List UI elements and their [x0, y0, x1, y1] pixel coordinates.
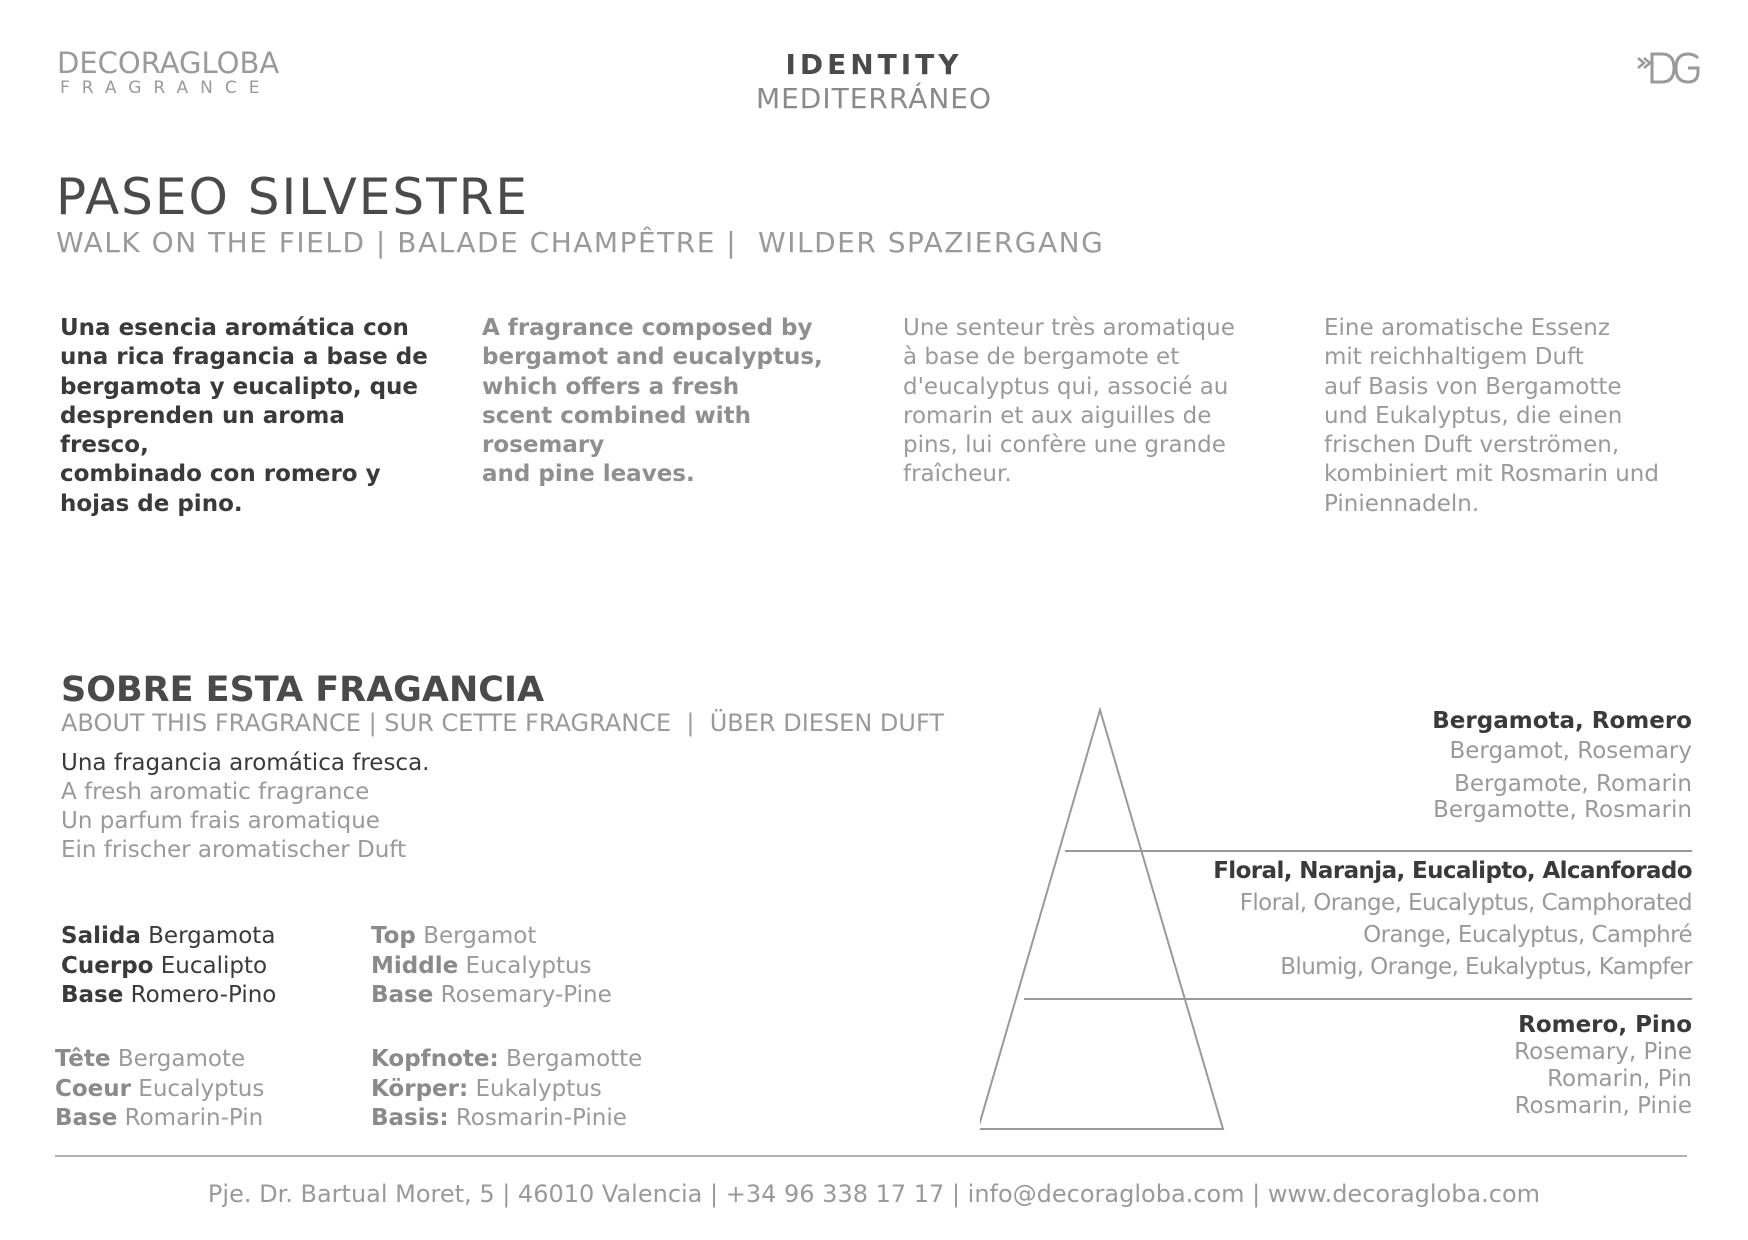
note-item: Basis: Rosmarin-Pinie [371, 1105, 627, 1131]
brand-logo-subtitle: FRAGRANCE [60, 78, 272, 98]
footer-divider [55, 1155, 1687, 1157]
note-item: Cuerpo Eucalipto [61, 952, 268, 979]
pyramid-base-notes: Romero, Pino Rosemary, Pine Romarin, Pin Rosmarin, Pinie [1514, 1012, 1692, 1119]
about-text-fr: Un parfum frais aromatique [61, 808, 380, 834]
note-item: Middle Eucalyptus [371, 952, 592, 979]
about-text-es: Una fragancia aromática fresca. [61, 750, 430, 776]
brand-logo: DECORAGLOBA [57, 46, 280, 80]
note-item: Körper: Eukalyptus [371, 1075, 602, 1102]
description-de: Eine aromatische Essenz mit reichhaltigem Duft auf Basis von Bergamotte und Eukalyptus, die einen frischen Duft verströmen, kombiniert mit Rosmarin und Piniennadeln. [1324, 315, 1659, 517]
notes-list-es [61, 922, 276, 1011]
about-text-en: A fresh aromatic fragrance [61, 779, 370, 805]
note-item: Base Romarin-Pin [55, 1105, 264, 1131]
footer-contact: Pje. Dr. Bartual Moret, 5 | 46010 Valencia | +34 96 338 17 17 | info@decoragloba.com | www.decoragloba.com [207, 1180, 1541, 1208]
pyramid-top-notes: Bergamota, Romero Bergamot, Rosemary Bergamote, Romarin Bergamotte, Rosmarin [1432, 708, 1692, 823]
note-item: Tête Bergamote [55, 1046, 246, 1072]
product-subtitle: WALK ON THE FIELD | BALADE CHAMPÊTRE | WILDER SPAZIERGANG [56, 226, 1105, 259]
note-item: Coeur Eucalyptus [55, 1075, 265, 1102]
note-item: Top Bergamot [371, 923, 537, 949]
note-item: Salida Bergamota [61, 923, 276, 949]
about-section-subtitle: ABOUT THIS FRAGRANCE | SUR CETTE FRAGRANCE | ÜBER DIESEN DUFT [61, 709, 945, 737]
pyramid-middle-notes: Floral, Naranja, Eucalipto, Alcanforado Floral, Orange, Eucalyptus, Camphorated Orange, Eucalyptus, Camphré Blumig, Orange, Eukalyptus, Kampfer [1213, 858, 1692, 980]
about-section-title: SOBRE ESTA FRAGANCIA [61, 670, 545, 710]
description-es: Una esencia aromática con una rica fragancia a base de bergamota y eucalipto, que desprenden un aroma fresco, combinado con romero y hojas de pino. [60, 315, 428, 517]
notes-list-de [371, 1045, 642, 1134]
product-title: PASEO SILVESTRE [56, 168, 529, 226]
notes-list-en [371, 922, 612, 1011]
notes-list-fr [55, 1045, 264, 1134]
collection-title: IDENTITY [785, 48, 963, 81]
description-fr: Une senteur très aromatique à base de bergamote et d'eucalyptus qui, associé au romarin et aux aiguilles de pins, lui confère une grande fraîcheur. [903, 315, 1235, 488]
about-text-de: Ein frischer aromatischer Duft [61, 837, 407, 863]
description-en: A fragrance composed by bergamot and eucalyptus, which offers a fresh scent combined with rosemary and pine leaves. [482, 315, 823, 488]
note-item: Base Romero-Pino [61, 982, 277, 1008]
collection-subtitle: MEDITERRÁNEO [755, 82, 993, 115]
note-item: Base Rosemary-Pine [371, 982, 612, 1008]
note-item: Kopfnote: Bergamotte [371, 1046, 643, 1072]
dg-logo-icon [1636, 50, 1702, 86]
pyramid-triangle [980, 710, 1223, 1129]
